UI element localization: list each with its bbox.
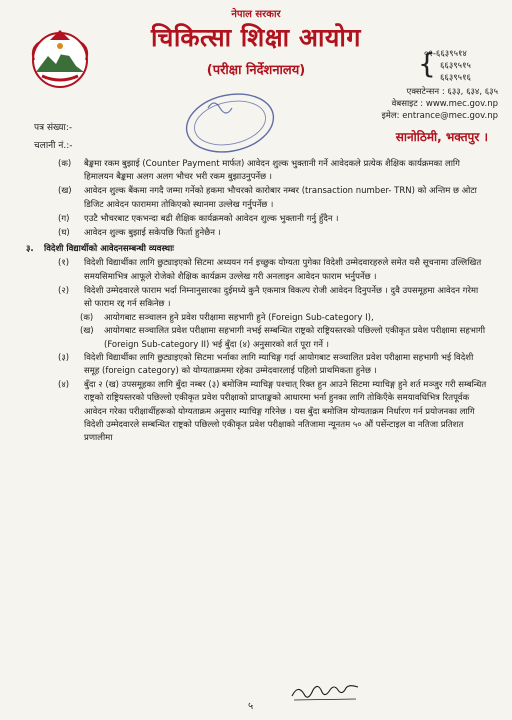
section-3-heading (26, 243, 488, 256)
email-line: इमेल: entrance@mec.gov.np (381, 111, 498, 121)
website-line: वेबसाइट : www.mec.gov.np (391, 99, 498, 109)
clause-kha (58, 185, 488, 211)
clause-marker: (ख) (58, 186, 72, 197)
sub-clause-marker: (ख) (80, 326, 94, 337)
letter-number-label: पत्र संख्या:- (34, 123, 73, 133)
paragraph-1 (58, 257, 488, 283)
phone-bracket: { (418, 47, 436, 80)
office-name: (परीक्षा निर्देशनालय) (206, 63, 306, 78)
paragraph-marker: (२) (58, 285, 70, 296)
sub-clause-text: आयोगबाट सञ्चालित प्रवेश परीक्षामा सहभागी नभई सम्बन्धित राष्ट्रको राष्ट्रियस्तरको पछिल्लो एकीकृत प्रवेश परीक्षामा सहभागी (Foreign Sub-category II) भई बुँदा (४) अनुसारको शर्त पूरा गर्ने । (104, 326, 486, 350)
sub-clause-text: आयोगबाट सञ्चालन हुने प्रवेश परीक्षामा सहभागी हुने (Foreign Sub-category I), (104, 313, 374, 324)
phone-numbers (418, 47, 510, 84)
dispatch-number-label: चलानी नं.:- (34, 141, 73, 151)
office-location: सानोठिमी, भक्तपुर । (395, 130, 488, 144)
section-marker: ३. (26, 244, 34, 255)
paragraph-3 (58, 352, 488, 378)
clause-marker: (ग) (58, 213, 70, 224)
paragraph-text: विदेशी विद्यार्थीका लागि छुट्याइएको सिटमा अध्ययन गर्न इच्छुक योग्यता पुगेका विदेशी उम्मेदवारहरुले समेत यसै सूचनामा उल्लिखित समयसिमाभित्र आफूले रोजेको शैक्षिक कार्यक्रम उल्लेख गरी अनलाइन आवेदन फाराम भर्नुपर्नेछ । (84, 258, 482, 282)
sub-clause-marker: (क) (80, 313, 94, 324)
clause-text: आवेदन शुल्क बैंकमा नगदै जम्मा गर्नेको हकमा भौचरको कारोबार नम्बर (transaction number- TRN) को अन्तिम छ ओटा डिजिट आवेदन फाराममा तोकिएको स्थानमा उल्लेख गर्नुपर्नेछ । (84, 186, 477, 210)
handwritten-signature (290, 682, 360, 704)
clause-marker: (घ) (58, 228, 70, 239)
paragraph-text: विदेशी विद्यार्थीका लागि छुट्याइएको सिटमा भर्नाका लागि म्याचिङ्ग गर्दा आयोगबाट सञ्चालित प्रवेश परीक्षामा सहभागी भई विदेशी समूह (foreign category) को योग्यताक्रममा रहेका उम्मेदवारलाई पहिलो प्राथमिकता हुनेछ । (84, 352, 474, 377)
paragraph-2-kha (80, 325, 488, 351)
phone-number: ०१-६६३९५१४ (424, 49, 467, 59)
contact-info (382, 86, 498, 122)
paragraph-4 (58, 379, 488, 445)
document-body (26, 158, 488, 446)
clause-ka (58, 158, 488, 184)
phone-number: ६६३९५१५ (440, 61, 471, 71)
commission-title: चिकित्सा शिक्षा आयोग (151, 23, 361, 52)
page-number: ५ (248, 701, 254, 712)
clause-text: बैङ्कमा रकम बुझाई (Counter Payment मार्फत) आवेदन शुल्क भुक्तानी गर्ने आवेदकले प्रत्येक शैक्षिक कार्यक्रमका लागि हिमालयन बैङ्कमा अलग अलग भौचर भरी रकम बुझाउनुपर्नेछ । (84, 159, 460, 183)
government-name: नेपाल सरकार (231, 9, 281, 20)
extension-line: एक्सटेन्सन : ६३३, ६३४, ६३५ (406, 87, 498, 97)
paragraph-marker: (१) (58, 258, 70, 269)
paragraph-text: बुँदा २ (ख) उपसमूहका लागि बुँदा नम्बर (३) बमोजिम म्याचिङ्ग पश्चात् रिक्त हुन आउने सिटमा म्याचिङ्ग हुने शर्त मञ्जुर गरी सम्बन्धित राष्ट्रको राष्ट्रियस्तरको पछिल्लो एकीकृत प्रवेश परीक्षाको प्राप्ताङ्कको आधारमा भर्ना हुनका लागि तोकिएँके समयावधिभित्र रितपूर्वक आवेदन गरेका परीक्षार्थीहरूको योग्यताक्रम अनुसार म्याचिङ्ग गरिनेछ । यस बुँदा बमोजिम योग्यताक्रम निर्धारण गर्न प्रयोजनका लागि विदेशी उम्मेदवारले सम्बन्धित राष्ट्रको पछिल्लो एकीकृत प्रवेश परीक्षाको नतिजामा न्यूनतम ५० औं पर्सेन्टाइल वा नतिजा प्रतिशत प्रणालीमा (84, 380, 487, 444)
clause-marker: (क) (58, 159, 72, 169)
paragraph-marker: (३) (58, 352, 70, 363)
paragraph-2-ka (80, 312, 488, 325)
phone-number: ६६३९५१६ (440, 73, 471, 83)
clause-text: एउटै भौचरबाट एकभन्दा बढी शैक्षिक कार्यक्रमको आवेदन शुल्क भुक्तानी गर्नु हुँदैन । (84, 213, 339, 224)
paragraph-2 (58, 285, 488, 311)
clause-ga (58, 213, 488, 226)
paragraph-marker: (४) (58, 380, 70, 391)
clause-gha (58, 227, 488, 240)
clause-text: आवेदन शुल्क बुझाई सकेपछि फिर्ता हुनेछैन । (84, 228, 221, 239)
section-title: विदेशी विद्यार्थीको आवेदनसम्बन्धी व्यवस्थाः (44, 244, 174, 255)
official-stamp (178, 88, 282, 158)
paragraph-text: विदेशी उम्मेदवारले फाराम भर्दा निम्नानुसारका दुईमध्ये कुनै एकमात्र विकल्प रोजी आवेदन दिनुपर्नेछ । दुवै उपसमूहमा आवेदन गरेमा सो फाराम रद्द गर्न सकिनेछ । (84, 285, 479, 310)
